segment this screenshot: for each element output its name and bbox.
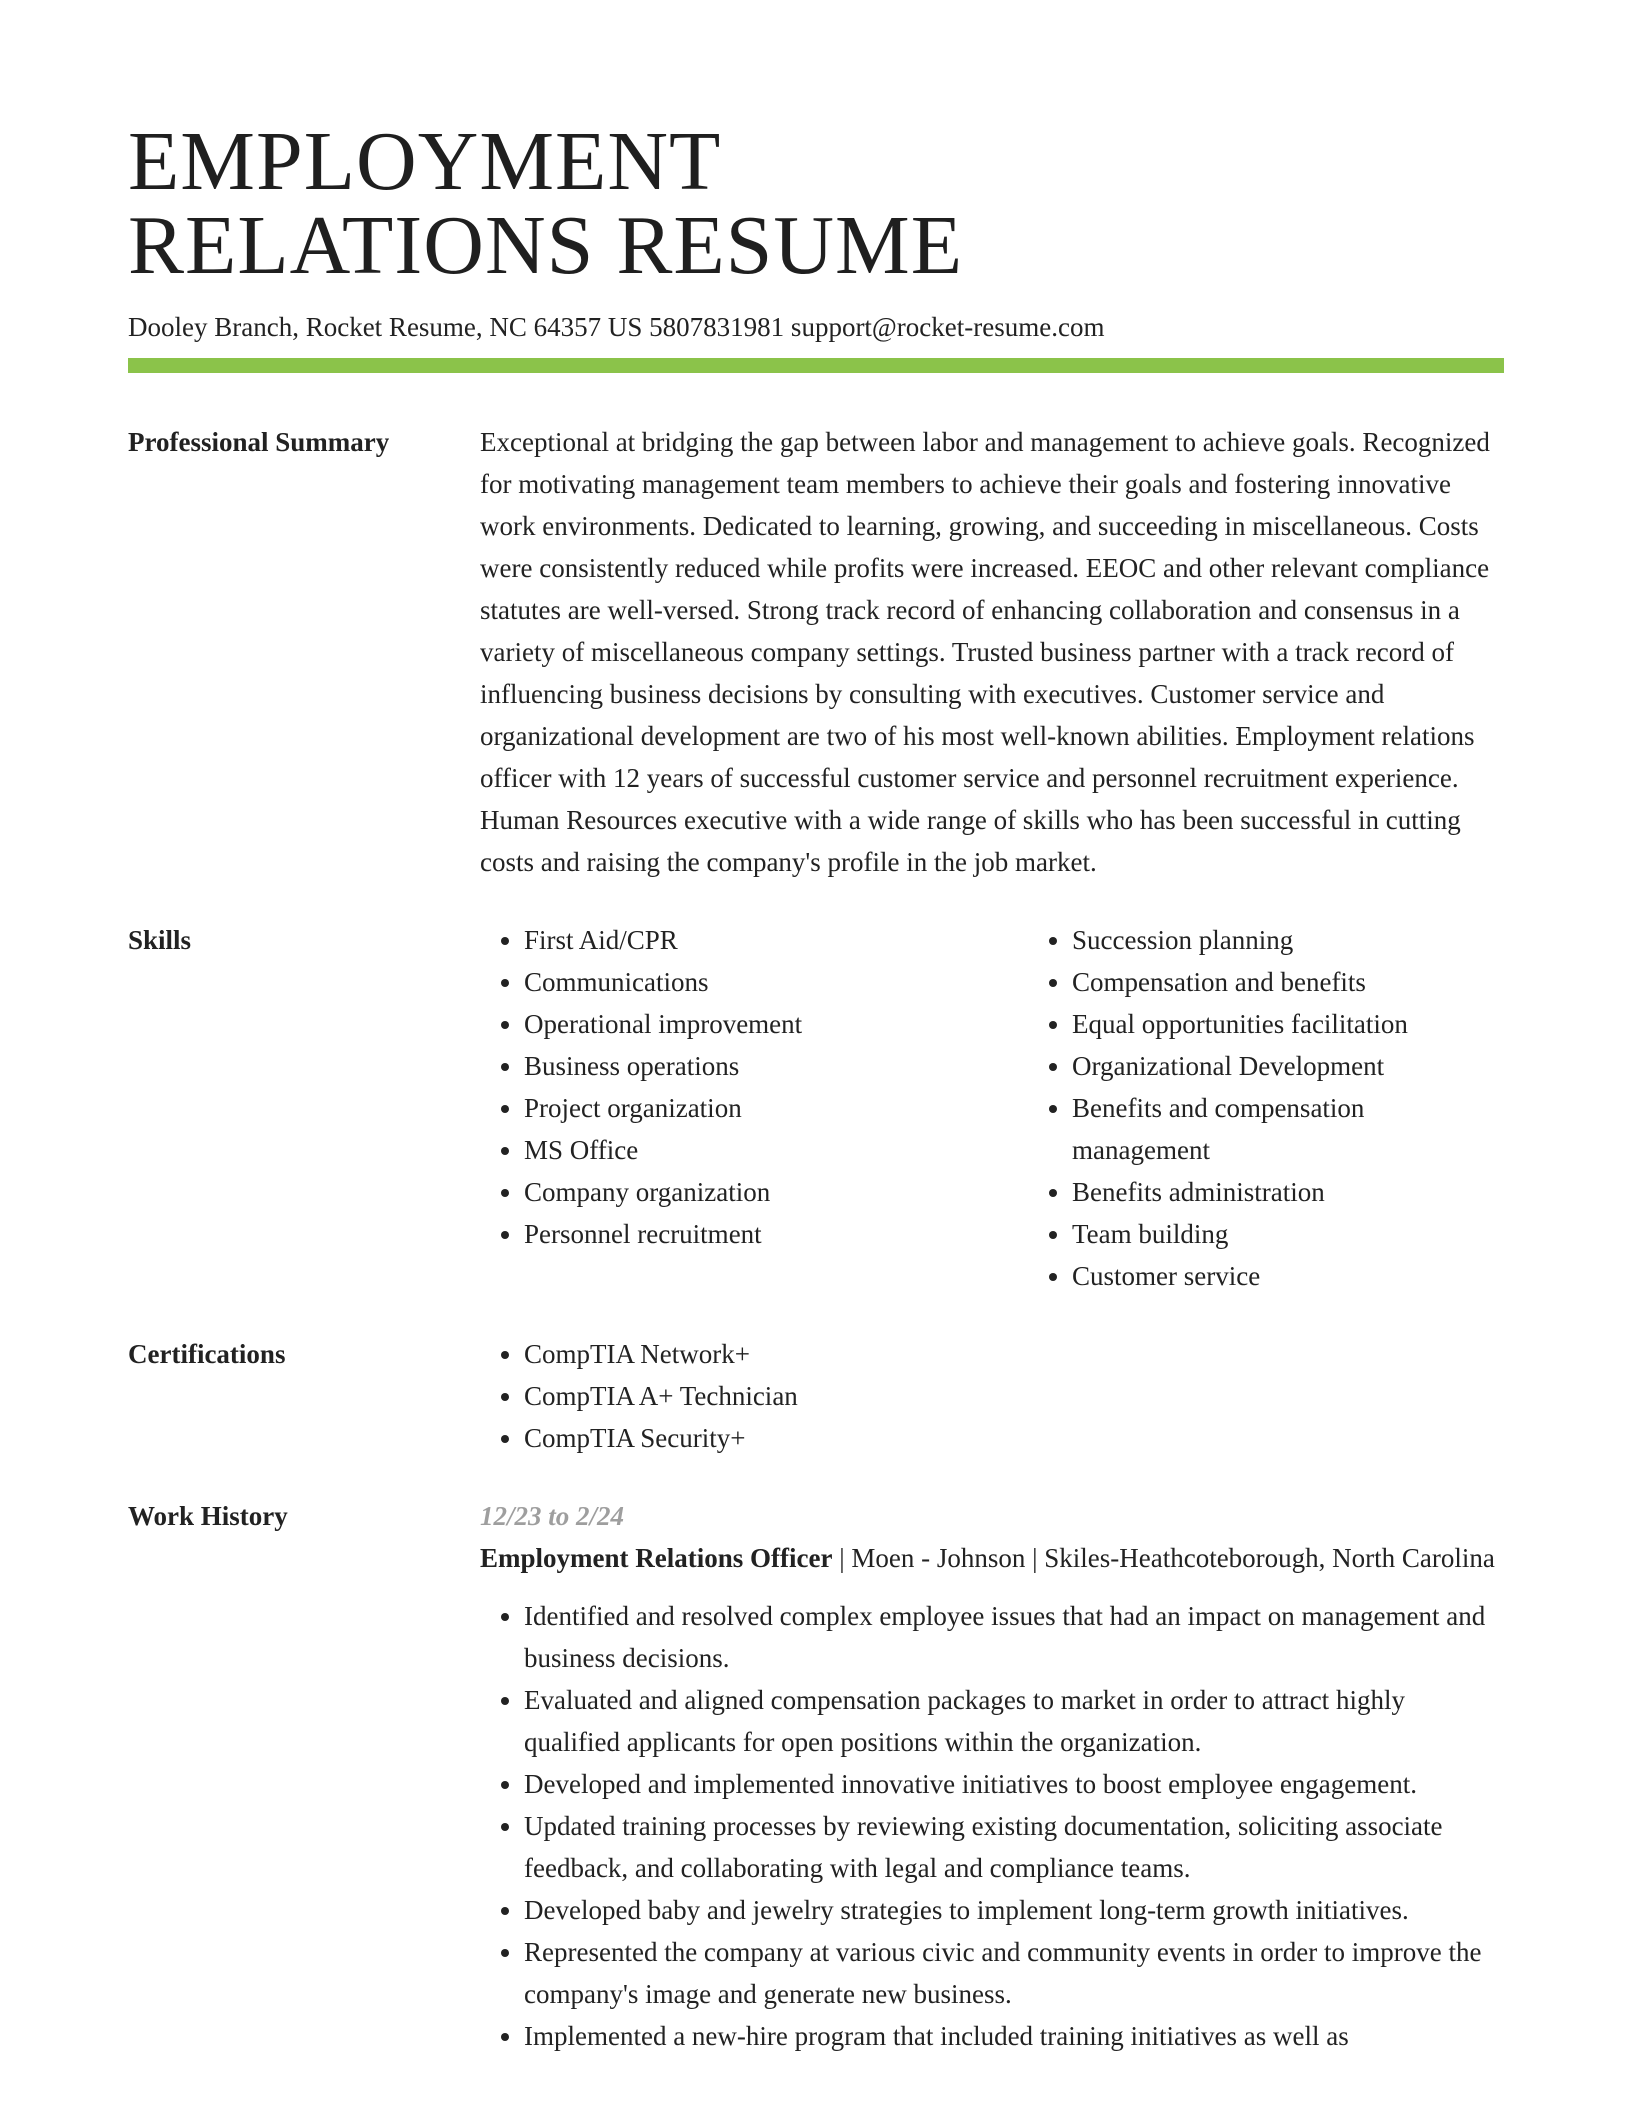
- section-label-skills: Skills: [128, 925, 192, 955]
- skill-item: • Benefits administration: [1072, 1171, 1504, 1213]
- skill-item: • First Aid/CPR: [524, 919, 1028, 961]
- job-date-range: 12/23 to 2/24: [480, 1501, 625, 1531]
- job-bullet: • Evaluated and aligned compensation packages to market in order to attract highly qualified applicants for open positions within the organization.: [524, 1679, 1504, 1763]
- skill-item: • Compensation and benefits: [1072, 961, 1504, 1003]
- skill-item: • Succession planning: [1072, 919, 1504, 961]
- job-bullet: • Developed baby and jewelry strategies to implement long-term growth initiatives.: [524, 1889, 1504, 1931]
- contact-info: Dooley Branch, Rocket Resume, NC 64357 US 5807831981 support@rocket-resume.com: [128, 312, 1105, 342]
- skill-item: • Customer service: [1072, 1255, 1504, 1297]
- skill-item: • Organizational Development: [1072, 1045, 1504, 1087]
- job-bullet: • Implemented a new-hire program that included training initiatives as well as: [524, 2015, 1504, 2057]
- title-line-2: RELATIONS RESUME: [128, 199, 964, 292]
- skill-item: • Company organization: [524, 1171, 1028, 1213]
- section-label-work-history: Work History: [128, 1501, 288, 1531]
- job-heading: [480, 1537, 1504, 1579]
- skill-item: • Personnel recruitment: [524, 1213, 1028, 1255]
- certifications-list: [480, 1333, 1504, 1459]
- skill-item: • Communications: [524, 961, 1028, 1003]
- certification-item: • CompTIA Security+: [524, 1417, 1504, 1459]
- job-bullet: • Developed and implemented innovative initiatives to boost employee engagement.: [524, 1763, 1504, 1805]
- skills-list-right: [1028, 919, 1504, 1297]
- job-employer-location: | Moen - Johnson | Skiles-Heathcoteborough, North Carolina: [832, 1543, 1495, 1573]
- job-title: Employment Relations Officer: [480, 1543, 833, 1573]
- skill-item: • MS Office: [524, 1129, 1028, 1171]
- title-line-1: EMPLOYMENT: [128, 115, 722, 208]
- skills-list-left: [480, 919, 1028, 1297]
- certification-item: • CompTIA Network+: [524, 1333, 1504, 1375]
- skills-section: [128, 919, 1504, 1297]
- section-label-summary: Professional Summary: [128, 427, 390, 457]
- skill-item: • Business operations: [524, 1045, 1028, 1087]
- job-bullets: [480, 1595, 1504, 2057]
- job-bullet: • Identified and resolved complex employee issues that had an impact on management and business decisions.: [524, 1595, 1504, 1679]
- section-label-certifications: Certifications: [128, 1339, 286, 1369]
- skill-item: • Project organization: [524, 1087, 1028, 1129]
- skill-item: • Operational improvement: [524, 1003, 1028, 1045]
- certifications-section: [128, 1333, 1504, 1459]
- job-bullet: • Updated training processes by reviewing existing documentation, soliciting associate feedback, and collaborating with legal and compliance teams.: [524, 1805, 1504, 1889]
- job-bullet: • Represented the company at various civic and community events in order to improve the company's image and generate new business.: [524, 1931, 1504, 2015]
- professional-summary-section: [128, 421, 1504, 883]
- certification-item: • CompTIA A+ Technician: [524, 1375, 1504, 1417]
- resume-title: [128, 115, 1504, 292]
- skill-item: • Benefits and compensation management: [1072, 1087, 1504, 1171]
- skill-item: • Equal opportunities facilitation: [1072, 1003, 1504, 1045]
- resume-page: [128, 115, 1504, 2057]
- work-history-section: [128, 1495, 1504, 2057]
- header-divider: [128, 358, 1504, 373]
- skill-item: • Team building: [1072, 1213, 1504, 1255]
- summary-text: Exceptional at bridging the gap between labor and management to achieve goals. Recognized for motivating management team members to achieve their goals and fostering innovative work environments. Dedicated to learning, growing, and succeeding in miscellaneous. Costs were consistently reduced while profits were increased. EEOC and other relevant compliance statutes are well-versed. Strong track record of enhancing collaboration and consensus in a variety of miscellaneous company settings. Trusted business partner with a track record of influencing business decisions by consulting with executives. Customer service and organizational development are two of his most well-known abilities. Employment relations officer with 12 years of successful customer service and personnel recruitment experience. Human Resources executive with a wide range of skills who has been successful in cutting costs and raising the company's profile in the job market.: [480, 427, 1490, 877]
